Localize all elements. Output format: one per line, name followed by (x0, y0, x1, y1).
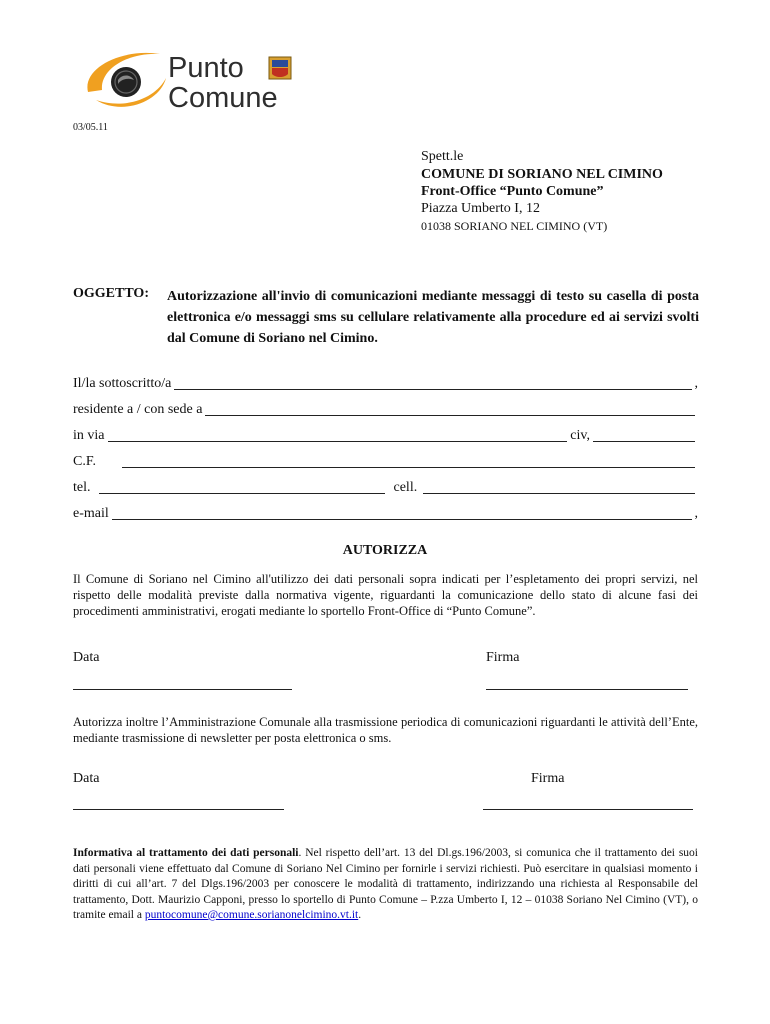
recipient-office: Front-Office “Punto Comune” (421, 184, 604, 199)
residence-row (73, 398, 698, 418)
privacy-notice (73, 846, 698, 924)
sign-label-1: Firma (486, 650, 520, 665)
residence-label: residente a / con sede a (73, 402, 203, 417)
date-label-2: Data (73, 771, 100, 786)
cell-label: cell. (393, 480, 418, 495)
privacy-title: Informativa al trattamento dei dati personali (73, 847, 299, 859)
cf-row (73, 450, 698, 470)
undersigned-label: Il/la sottoscritto/a (73, 376, 172, 391)
recipient-street: Piazza Umberto I, 12 (421, 201, 540, 216)
recipient-city: 01038 SORIANO NEL CIMINO (VT) (421, 219, 608, 233)
date-field-2[interactable] (73, 808, 284, 810)
date-label-1: Data (73, 650, 100, 665)
date-field-1[interactable] (73, 688, 292, 690)
document-date: 03/05.11 (73, 122, 108, 133)
sign-label-2: Firma (531, 771, 565, 786)
email-label: e-mail (73, 506, 109, 521)
cf-label: C.F. (73, 454, 97, 469)
logo-line1: Punto (168, 52, 244, 84)
punto-comune-logo (82, 44, 302, 122)
authorize-heading: AUTORIZZA (342, 543, 428, 558)
sign-field-1[interactable] (486, 688, 688, 690)
coat-of-arms-icon (268, 56, 292, 80)
undersigned-row (73, 372, 698, 392)
cf-field[interactable] (122, 453, 695, 468)
tel-label: tel. (73, 480, 91, 495)
tel-field[interactable] (99, 479, 385, 494)
street-field[interactable] (108, 427, 568, 442)
email-field[interactable] (112, 505, 692, 520)
street-row (73, 424, 698, 444)
phone-row (73, 476, 698, 496)
civ-field[interactable] (593, 427, 695, 442)
privacy-end: . (358, 909, 362, 921)
subject-text: Autorizzazione all'invio di comunicazioni mediante messaggi di testo su casella di posta elettronica e/o messaggi sms su cellulare relativamente alla procedure ed ai servizi svolti dal Comune di Soriano nel Cimino. (167, 289, 699, 346)
street-label: in via (73, 428, 105, 443)
logo-line2: Comune (168, 82, 278, 114)
comma-mark: , (694, 506, 698, 521)
privacy-email-link[interactable]: puntocomune@comune.sorianonelcimino.vt.it (144, 909, 359, 921)
cell-field[interactable] (423, 479, 695, 494)
subject-label: OGGETTO: (73, 286, 149, 301)
email-row (73, 502, 698, 522)
comma-mark: , (694, 376, 698, 391)
authorize-text: Il Comune di Soriano nel Cimino all'utilizzo dei dati personali sopra indicati per l’espletamento dei propri servizi, nel rispetto delle modalità previste dalla normativa vigente, riguardanti la comunicazione dello stato di alcune fasi dei procedimenti amministrativi, erogati mediante lo sportello Front-Office di “Punto Comune”. (73, 572, 698, 618)
privacy-body: . Nel rispetto dell’art. 13 del Dl.gs.196/2003, si comunica che il trattamento dei suoi dati personali viene effettuato dal Comune di Soriano Nel Cimino per fornirle i servizi richiesti. Può esercitare in qualsiasi momento i diritti di cui all’art. 7 del Dlgs.196/2003 per conoscere le modalità di trattamento, indirizzando una richiesta al Responsabile del trattamento, Dott. Maurizio Capponi, presso lo sportello di Punto Comune – P.zza Umberto I, 12 – 01038 Soriano Nel Cimino (VT), o tramite email a (73, 847, 698, 921)
residence-field[interactable] (205, 401, 695, 416)
recipient-name: COMUNE DI SORIANO NEL CIMINO (421, 167, 663, 182)
sign-field-2[interactable] (483, 808, 693, 810)
undersigned-field[interactable] (174, 375, 691, 390)
civ-label: civ, (570, 428, 590, 443)
recipient-salutation: Spett.le (421, 149, 464, 164)
newsletter-text: Autorizza inoltre l’Amministrazione Comunale alla trasmissione periodica di comunicazioni riguardanti le attività dell’Ente, mediante trasmissione di newsletter per posta elettronica o sms. (73, 715, 698, 745)
logo-swirl-icon (82, 44, 172, 122)
